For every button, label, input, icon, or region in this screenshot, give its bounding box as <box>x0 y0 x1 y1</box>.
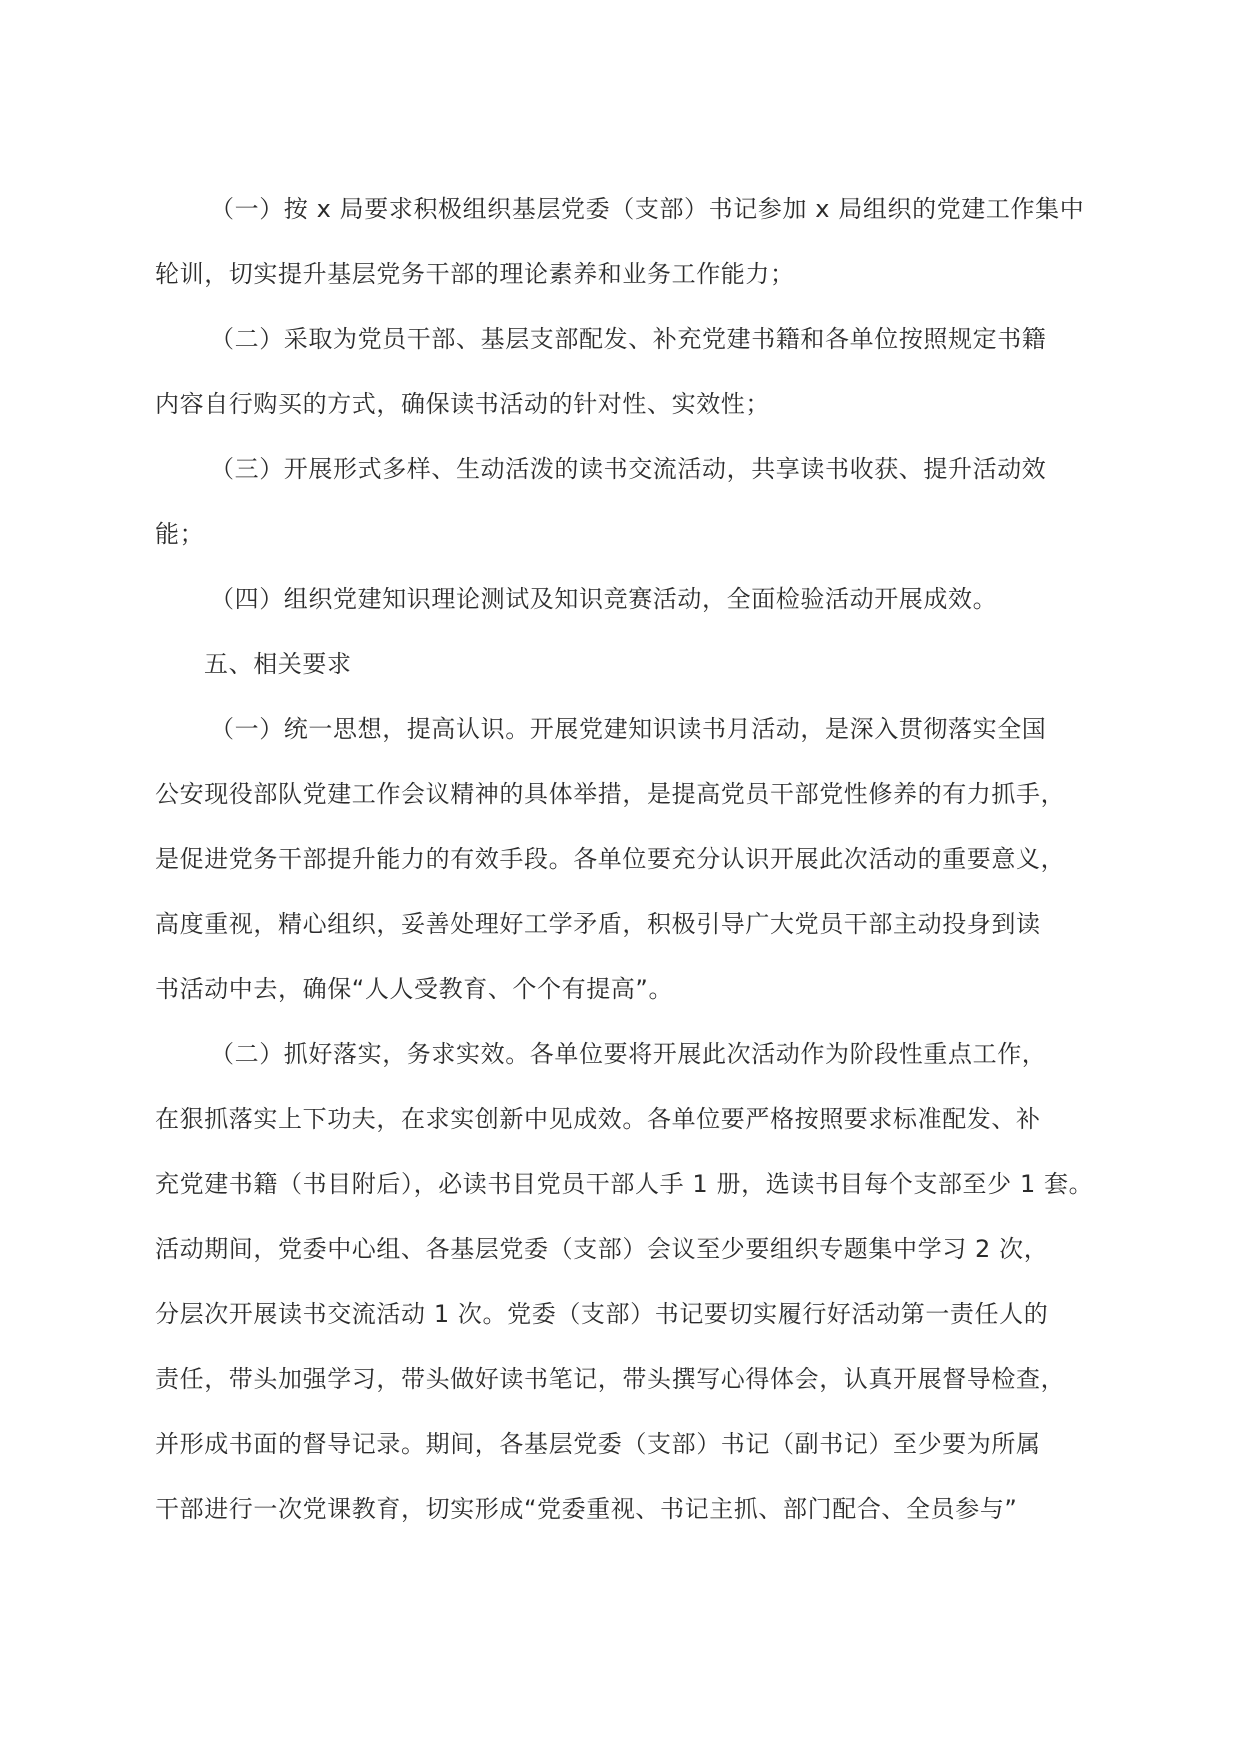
text-line: 活动期间，党委中心组、各基层党委（支部）会议至少要组织专题集中学习 2 次， <box>155 1235 1049 1263</box>
text-line: （二）抓好落实，务求实效。各单位要将开展此次活动作为阶段性重点工作， <box>210 1040 1047 1068</box>
text-line: （一）统一思想，提高认识。开展党建知识读书月活动，是深入贯彻落实全国 <box>210 715 1047 743</box>
text-line: （二）采取为党员干部、基层支部配发、补充党建书籍和各单位按照规定书籍 <box>210 325 1047 353</box>
text-line: 公安现役部队党建工作会议精神的具体举措，是提高党员干部党性修养的有力抓手， <box>155 780 1066 808</box>
text-line: 分层次开展读书交流活动 1 次。党委（支部）书记要切实履行好活动第一责任人的 <box>155 1300 1049 1328</box>
text-line: （一）按 x 局要求积极组织基层党委（支部）书记参加 x 局组织的党建工作集中 <box>210 195 1085 223</box>
text-line: 内容自行购买的方式，确保读书活动的针对性、实效性； <box>155 390 770 418</box>
text-line: 干部进行一次党课教育，切实形成“党委重视、书记主抓、部门配合、全员参与” <box>155 1495 1018 1523</box>
text-line: 轮训，切实提升基层党务干部的理论素养和业务工作能力； <box>155 260 795 288</box>
text-line: 责任，带头加强学习，带头做好读书笔记，带头撰写心得体会，认真开展督导检查， <box>155 1365 1066 1393</box>
text-line: （四）组织党建知识理论测试及知识竞赛活动，全面检验活动开展成效。 <box>210 585 998 613</box>
text-line: （三）开展形式多样、生动活泼的读书交流活动，共享读书收获、提升活动效 <box>210 455 1047 483</box>
section-heading: 五、相关要求 <box>204 650 352 678</box>
text-line: 是促进党务干部提升能力的有效手段。各单位要充分认识开展此次活动的重要意义， <box>155 845 1066 873</box>
text-line: 书活动中去，确保“人人受教育、个个有提高”。 <box>155 975 674 1003</box>
text-line: 能； <box>155 520 205 548</box>
text-line: 并形成书面的督导记录。期间，各基层党委（支部）书记（副书记）至少要为所属 <box>155 1430 1041 1458</box>
text-line: 充党建书籍（书目附后），必读书目党员干部人手 1 册，选读书目每个支部至少 1 套。 <box>155 1170 1094 1198</box>
text-line: 在狠抓落实上下功夫，在求实创新中见成效。各单位要严格按照要求标准配发、补 <box>155 1105 1041 1133</box>
text-line: 高度重视，精心组织，妥善处理好工学矛盾，积极引导广大党员干部主动投身到读 <box>155 910 1041 938</box>
